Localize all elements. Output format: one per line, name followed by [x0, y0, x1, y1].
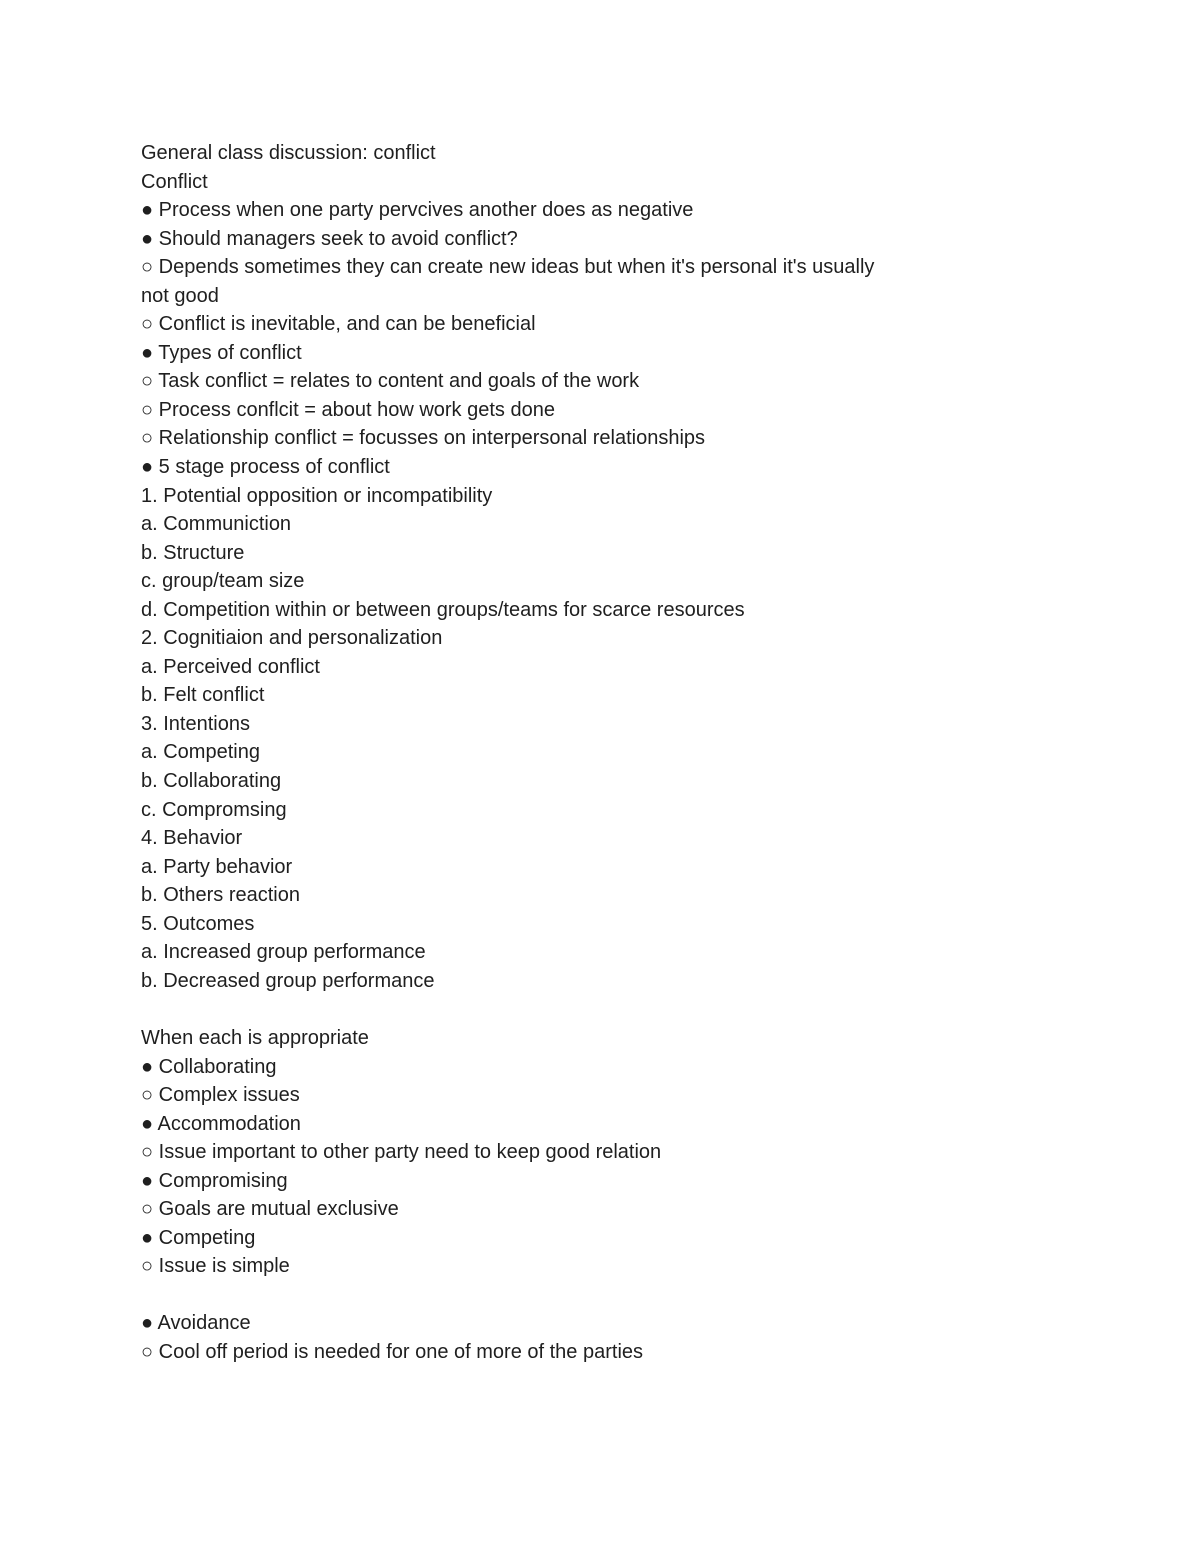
sub-bullet-item: ○ Task conflict = relates to content and goals of the work [141, 370, 640, 393]
numbered-item: 2. Cognitiaion and personalization [141, 627, 443, 650]
lettered-item: b. Felt conflict [141, 684, 265, 707]
lettered-item: c. group/team size [141, 570, 305, 593]
sub-bullet-item: ○ Issue is simple [141, 1255, 290, 1278]
numbered-item: 5. Outcomes [141, 912, 255, 935]
sub-bullet-item: ○ Conflict is inevitable, and can be beneficial [141, 313, 536, 336]
sub-bullet-item: ○ Cool off period is needed for one of more of the parties [141, 1340, 644, 1363]
lettered-item: a. Party behavior [141, 855, 293, 878]
lettered-item: a. Competing [141, 741, 260, 764]
numbered-item: 3. Intentions [141, 712, 250, 735]
sub-bullet-item: ○ Relationship conflict = focusses on interpersonal relationships [141, 427, 706, 450]
blank-line [141, 1281, 1141, 1310]
bullet-item: ● Types of conflict [141, 341, 302, 364]
bullet-item: ● Process when one party pervcives another does as negative [141, 199, 694, 222]
section-heading-when-appropriate: When each is appropriate [141, 1026, 369, 1049]
lettered-item: b. Others reaction [141, 884, 300, 907]
document-page [141, 139, 1141, 1367]
numbered-item: 1. Potential opposition or incompatibility [141, 484, 493, 507]
sub-bullet-item: ○ Process conflcit = about how work gets done [141, 398, 555, 421]
lettered-item: b. Decreased group performance [141, 969, 435, 992]
sub-bullet-item-continued: not good [141, 284, 219, 307]
sub-bullet-item: ○ Issue important to other party need to keep good relation [141, 1141, 662, 1164]
lettered-item: a. Increased group performance [141, 941, 426, 964]
lettered-item: a. Perceived conflict [141, 655, 320, 678]
bullet-item: ● Accommodation [141, 1112, 301, 1135]
lettered-item: d. Competition within or between groups/teams for scarce resources [141, 598, 745, 621]
sub-bullet-item: ○ Depends sometimes they can create new ideas but when it's personal it's usually [141, 256, 875, 279]
section-heading-conflict: Conflict [141, 170, 208, 193]
bullet-item: ● Competing [141, 1226, 256, 1249]
bullet-item: ● Compromising [141, 1169, 288, 1192]
bullet-item: ● Collaborating [141, 1055, 277, 1078]
document-title: General class discussion: conflict [141, 142, 436, 164]
bullet-item: ● 5 stage process of conflict [141, 456, 390, 479]
bullet-item: ● Should managers seek to avoid conflict? [141, 227, 518, 250]
sub-bullet-item: ○ Complex issues [141, 1084, 300, 1107]
numbered-item: 4. Behavior [141, 827, 243, 850]
lettered-item: b. Collaborating [141, 770, 282, 793]
lettered-item: c. Compromsing [141, 798, 287, 821]
lettered-item: a. Communiction [141, 513, 292, 536]
bullet-item: ● Avoidance [141, 1312, 251, 1335]
lettered-item: b. Structure [141, 541, 245, 564]
sub-bullet-item: ○ Goals are mutual exclusive [141, 1198, 399, 1221]
blank-line [141, 995, 1141, 1024]
